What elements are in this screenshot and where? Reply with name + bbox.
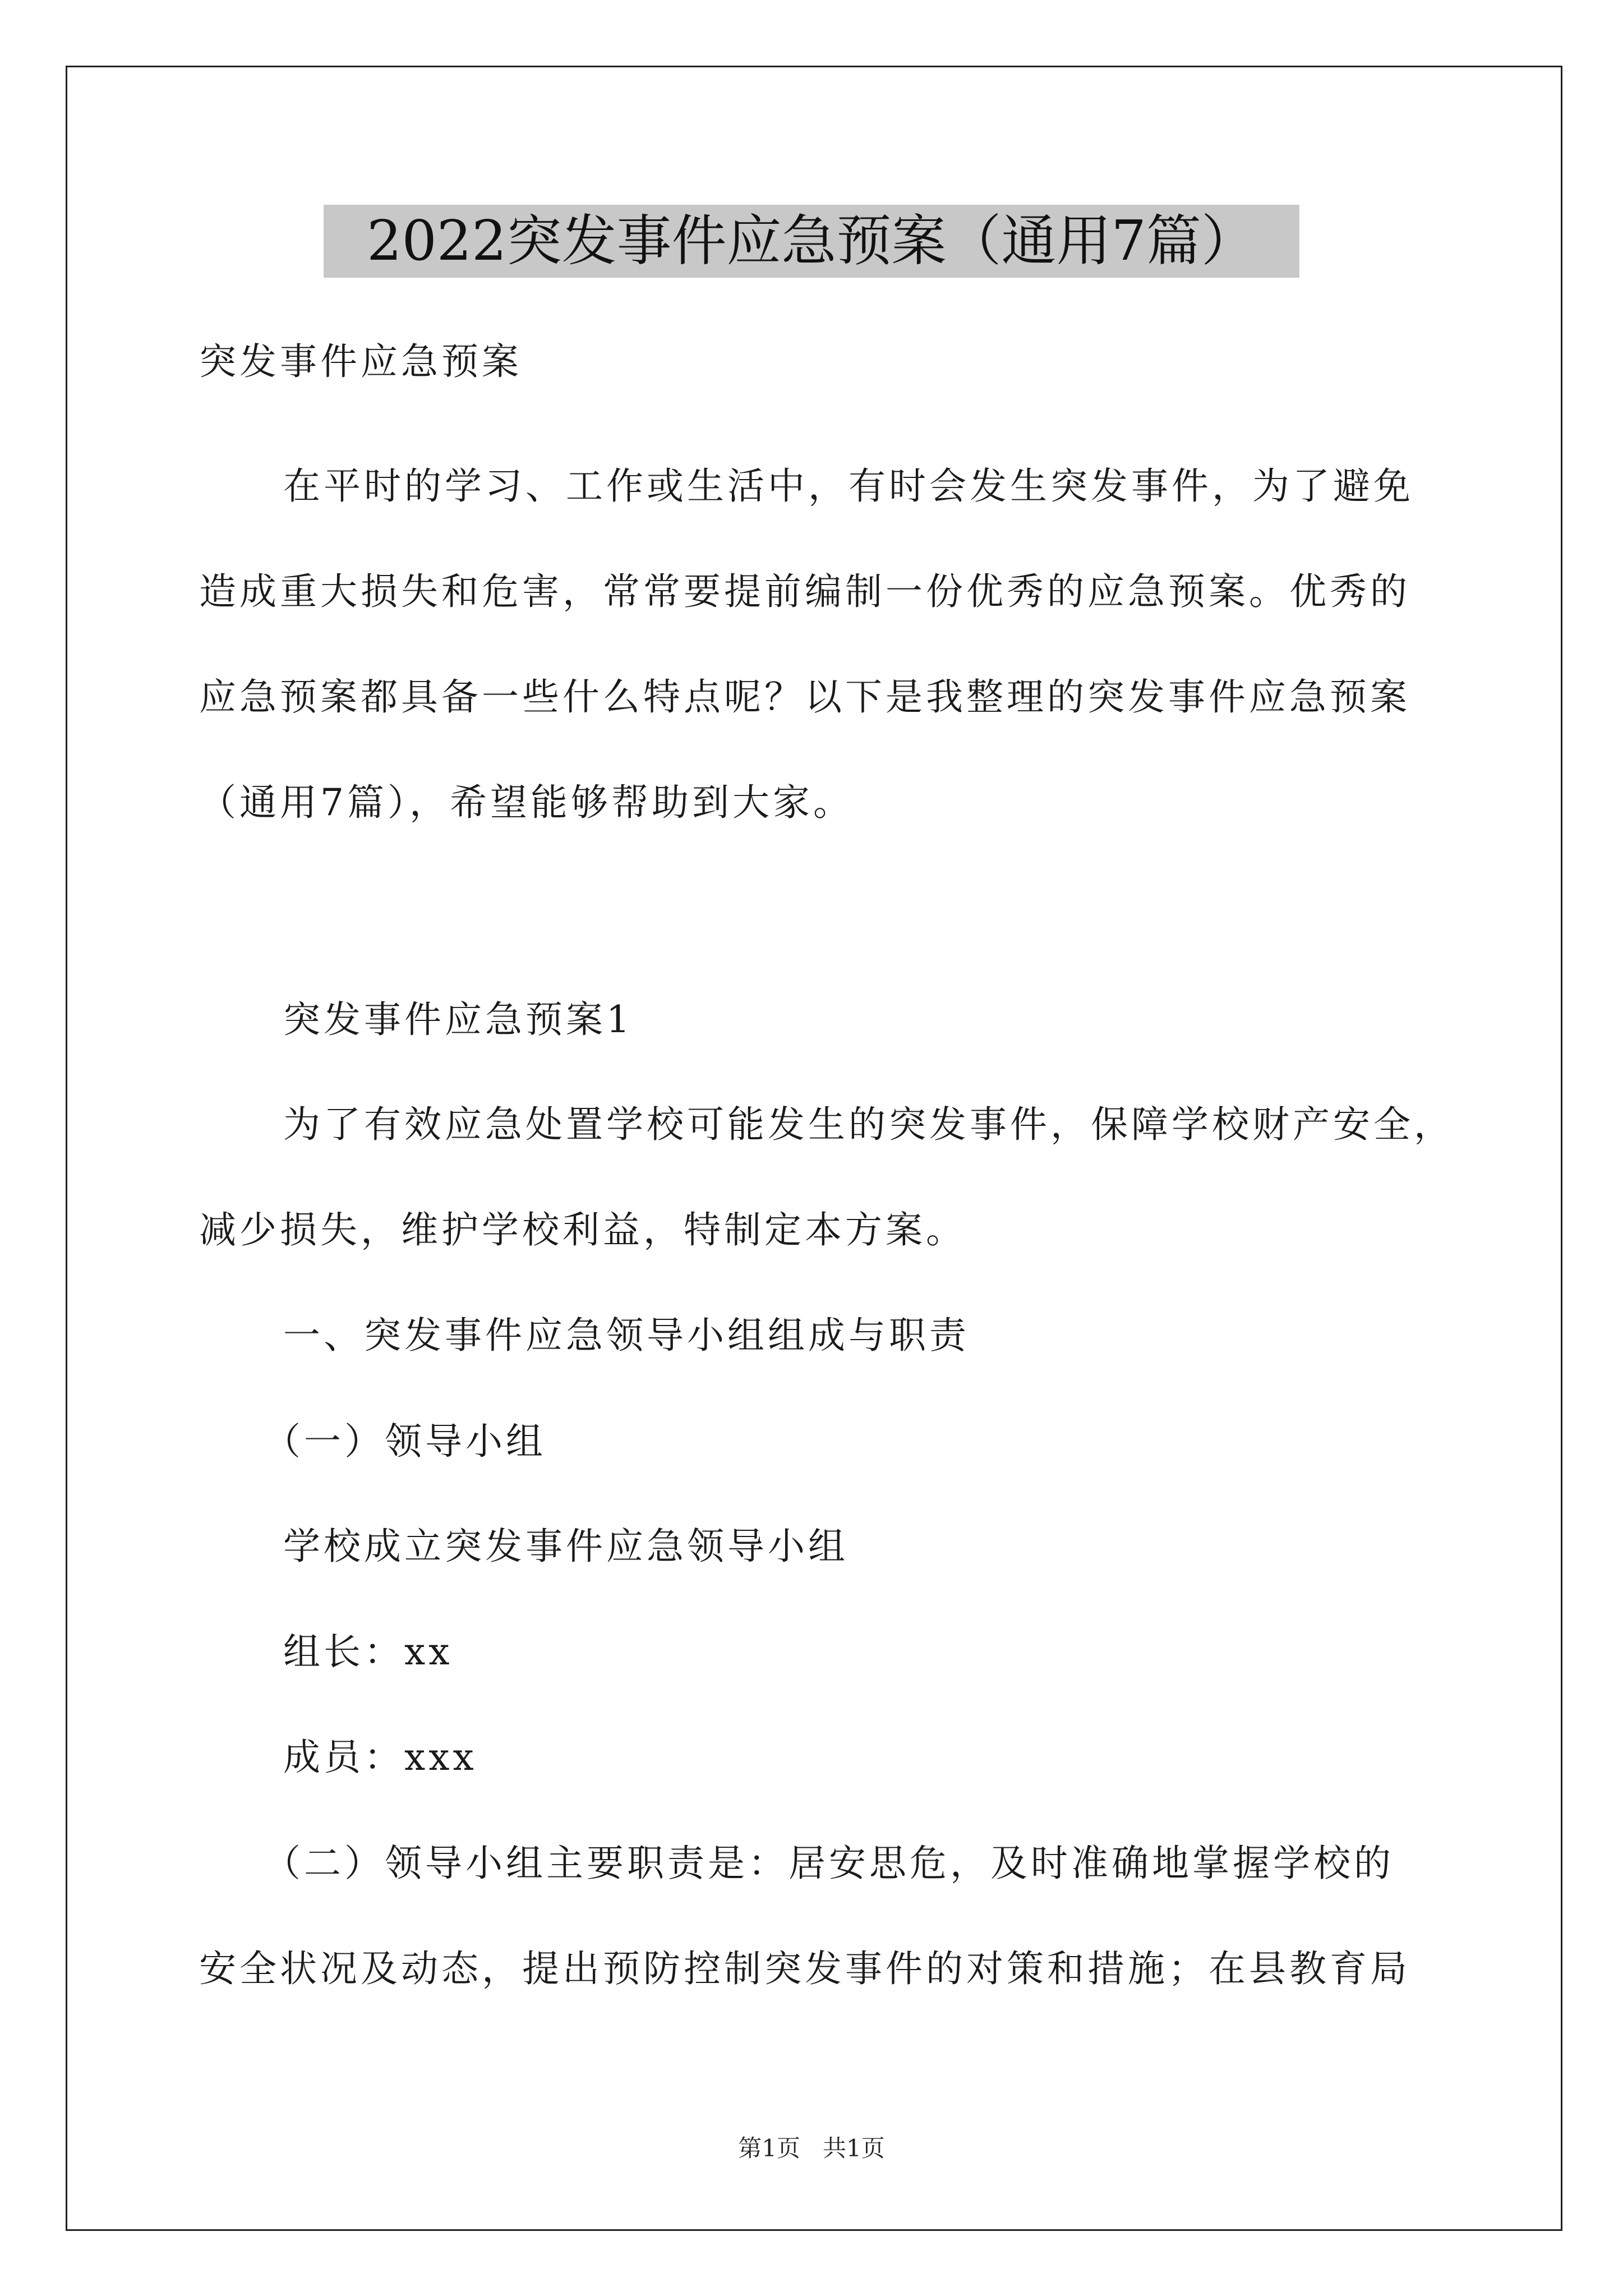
paragraph-line: 组长：xx — [283, 1630, 453, 1673]
paragraph-line: 一、突发事件应急领导小组组成与职责 — [283, 1314, 970, 1357]
document-title: 2022突发事件应急预案（通用7篇） — [324, 205, 1299, 278]
paragraph-line: 减少损失，维护学校利益，特制定本方案。 — [199, 1208, 966, 1251]
paragraph-line: 成员：xxx — [283, 1736, 477, 1779]
paragraph-line: 在平时的学习、工作或生活中，有时会发生突发事件，为了避免 — [283, 464, 1414, 508]
paragraph-line: 造成重大损失和危害，常常要提前编制一份优秀的应急预案。优秀的 — [199, 570, 1410, 613]
paragraph-line: 为了有效应急处置学校可能发生的突发事件，保障学校财产安全， — [283, 1103, 1454, 1146]
subsection-heading: 突发事件应急预案1 — [283, 998, 633, 1041]
paragraph-line: 学校成立突发事件应急领导小组 — [283, 1525, 849, 1568]
paragraph-line: 应急预案都具备一些什么特点呢？以下是我整理的突发事件应急预案 — [199, 675, 1410, 719]
paragraph-line: （二）领导小组主要职责是：居安思危，及时准确地掌握学校的 — [264, 1842, 1394, 1885]
section-heading: 突发事件应急预案 — [199, 340, 522, 383]
paragraph-line: （一）领导小组 — [264, 1420, 546, 1463]
paragraph-line: 安全状况及动态，提出预防控制突发事件的对策和措施；在县教育局 — [199, 1947, 1410, 1990]
page-footer: 第1页 共1页 — [738, 2134, 885, 2162]
paragraph-line: （通用7篇），希望能够帮助到大家。 — [199, 781, 854, 824]
